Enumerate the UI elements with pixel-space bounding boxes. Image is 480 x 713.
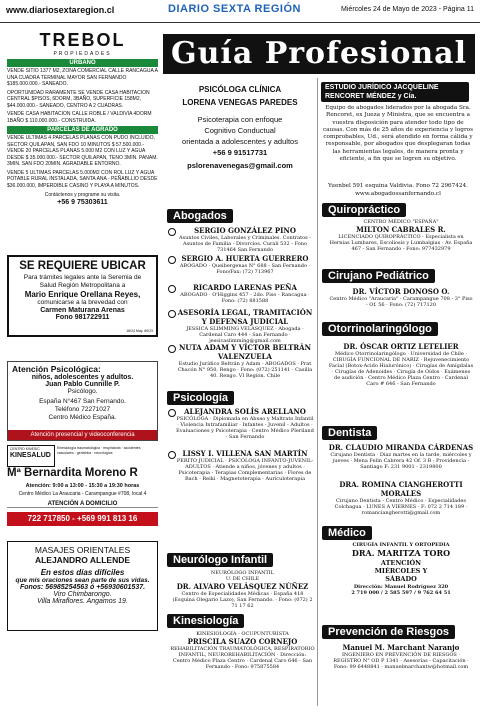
psicologo-2 xyxy=(175,449,315,482)
abogado-1-desc: Asuntos Civiles, Laborales y Criminales. Contratos - Asuntos de Familia - Divorcios. Curalí 532 - Fono 731464 San Fernando xyxy=(179,235,311,253)
ubicar-phone: Fono 981722911 xyxy=(55,314,110,321)
abogado-3 xyxy=(175,283,315,304)
section-abogados: Abogados xyxy=(167,209,233,223)
dentista-2 xyxy=(328,480,474,516)
bullet-icon xyxy=(168,345,176,353)
abogado-3-name: RICARDO LARENAS PEÑA xyxy=(193,283,297,292)
dentista-1-name: DR. CLAUDIO MIRANDA CÁRDENAS xyxy=(328,443,474,452)
section-kinesiologia: Kinesiología xyxy=(167,614,244,628)
trebol-band-urbano: URBANO xyxy=(7,59,158,67)
section-estudio-juridico: ESTUDIO JURÍDICO JACQUELINE RENCORET MÉNDEZ y Cía. xyxy=(321,82,469,102)
trebol-logo: TREBOL xyxy=(39,30,126,50)
section-otorrino: Otorrinolaringólogo xyxy=(322,322,438,336)
estudio-web[interactable]: www.abogadossanfernando.cl xyxy=(355,191,441,197)
kinesalud-ad xyxy=(7,445,158,536)
trebol-ad xyxy=(7,28,158,228)
bullet-icon xyxy=(168,310,176,318)
dentista-1 xyxy=(328,443,474,470)
masajes-ad xyxy=(7,541,158,631)
kinesiologia-name: PRISCILA SUAZO CORNEJO xyxy=(187,637,298,646)
kinesiologia-desc: REHABILITACIÓN TRAUMATOLÓGICA, RESPIRATORIO INFANTIL, NEUROREHABILITACIÓN · Dirección: Centro Médico Plaza Centro · Cardenal Caro 646 - San Fernando - Fono: 975875584 xyxy=(170,646,315,670)
quiropractico-desc: LICENCIADO QUIROPRÁCTICO · Especialista en Hernias Lumbares, Escoliosis y Lumbalgias · Av. España 467 - San Fernando - Fono: 977432979 xyxy=(329,234,473,252)
neurologo-line-2: U. DE CHILE xyxy=(225,576,260,582)
bullet-icon xyxy=(168,451,176,459)
abogado-4-desc: JESSICA SLIMMING VELÁSQUEZ · Abogada · Cardenal Caro 444 - San Fernando · jessicaslimming@gmail.com xyxy=(186,326,304,344)
riesgos-desc: INGENIERO EN PREVENCIÓN DE RIESGOS · REGISTRO N° OD P 1341 · Asesorías - Capacitación · Fono: 99 6448841 · manuelmarchantw@hotmail.com xyxy=(333,652,469,670)
medico-line-1: CIRUGÍA INFANTIL Y ORTOPEDIA xyxy=(352,542,450,548)
neurologo-desc: Centro de Especialidades Médicas · España 418 (Esquina Olegario Lazo), San Fernando. · Fono: (072) 2 71 17 62 xyxy=(172,591,313,609)
otorrino-name: DR. ÓSCAR ORTIZ LETELIER xyxy=(343,342,459,351)
trebol-text-1: VENDE SITIO 1377 M2, ZONA COMERCIAL CALLE RANCAGUA A UNA CUADRA TERMINAL MAYOR SAN FERNANDO $185.000.000.- SANEADO. xyxy=(7,68,158,87)
bullet-icon xyxy=(168,256,176,264)
neurologo-line-1: NEURÓLOGO INFANTIL xyxy=(210,570,275,576)
psicologa-line-1: Psicoterapia con enfoque xyxy=(197,115,283,124)
abogado-4-name: ASESORÍA LEGAL, TRAMITACIÓN Y DEFENSA JUDICIAL xyxy=(177,308,313,326)
section-medico: Médico xyxy=(322,526,372,540)
medico-name: DRA. MARITZA TORO xyxy=(351,548,451,558)
abogado-5-desc: Estudio Jurídico Beltrán y Adam · ABOGADOS · Prat Chacón N° 950, Rengo · Fono: (072) 251141 · Casilla 40. Rengo. VI Región. Chile xyxy=(177,361,313,379)
cirujano-entry xyxy=(328,287,474,308)
site-url[interactable]: www.diariosextaregion.cl xyxy=(6,5,115,15)
kinesalud-desc: Kinesiología traumatológica · respiratoria · accidentes vasculares · geriátrica · neurológica xyxy=(57,446,141,455)
abogado-1 xyxy=(175,226,315,253)
quiropractico-name: MILTON CABRALES R. xyxy=(356,225,446,234)
psicologo-1-desc: PSICÓLOGA · Diplomada en Abuso y Maltrato Infantil · Violencia Intrafamiliar · Infantes - Juvenil - Adultos · Evaluaciones y Psicoterapia · Centro Médico Pleriland - San Fernando xyxy=(176,416,314,440)
ubicar-title: SE REQUIERE UBICAR xyxy=(19,260,146,272)
trebol-text-3: VENDE CASA HABITACION CALLE ROBLE / VALDIVIA 4DORM 1BAÑO $ 110.000.000.- CONSTRUIDA. xyxy=(7,111,152,124)
cirujano-name: DR. VÍCTOR DONOSO O. xyxy=(352,287,450,296)
bullet-icon xyxy=(168,228,176,236)
masajes-title-1: MASAJES ORIENTALES xyxy=(34,545,131,555)
trebol-text-2: OPORTUNIDAD RARAMENTE SE VENDE CASA HABITACION CENTRAL $PISOS, 6DORM, 3BAÑO, SUPERFICIE 158M2, $44.000.000.- SANEADO, CENTRO A 2 CUADRAS. xyxy=(7,89,150,109)
psicologa-title: PSICÓLOGA CLÍNICA xyxy=(198,85,282,94)
trebol-band-parcelas: PARCELAS DE AGRADO xyxy=(7,126,158,134)
psicologa-name: LORENA VENEGAS PAREDES xyxy=(182,98,298,107)
medico-phone: 2 719 000 / 2 585 597 / 9 762 64 51 xyxy=(351,590,451,596)
estudio-phone: Yuenbel 591 esquina Valdivia. Fono 72 2967424. xyxy=(328,183,468,189)
atencion-sub: niños, adolescentes y adultos. xyxy=(31,374,134,381)
masajes-line-2: que mis oraciones sean parte de sus vidas. xyxy=(15,577,150,584)
issue-date: Miércoles 24 de Mayo de 2023 - Página 11 xyxy=(341,6,474,13)
abogado-1-name: SERGIO GONZÁLEZ PINO xyxy=(194,226,296,235)
ubicar-line-3: comunicarse a la brevedad con xyxy=(37,299,128,306)
dentista-2-name: DRA. ROMINA CIANGHEROTTI MORALES xyxy=(339,480,463,498)
ubicar-code: 18/24 May. 69/23 xyxy=(126,329,153,333)
otorrino-entry xyxy=(328,342,474,387)
dentista-1-desc: Cirujano Dentista · Diaz martes en la tarde, miércoles y jueves · Mena Felin Cabrera 42 Of. 3 B · Providencia - Santiago F: 231 9001 - 2319800 xyxy=(330,452,472,470)
abogado-4 xyxy=(175,308,315,344)
section-quiropractico: Quiropráctico xyxy=(322,203,406,217)
neurologo-entry xyxy=(170,570,315,609)
masajes-city-1: Viro Chimbarongo. xyxy=(53,591,112,598)
trebol-text-4: VENDE ULTIMAS 4 PARCELAS PLANAS CON PUDO INCLUIDO, SECTOR QUILAPAN, SAN FDO 10 MINUTOS $ 57.500.000.- VENDE 20 PARCELAS PLANAS 5.000 M2 CON LUZ Y AGUA DESDE $ 35.000.000.- SECTOR QUILAPAN, TENO 3MIN. PANAM. 3MIN. SAN FDO 20MIN. AGRADABLE ENTORNO. xyxy=(7,135,158,167)
quiropractico-entry xyxy=(328,219,474,252)
kinesalud-logo: KINESALUD xyxy=(10,452,51,459)
kinesalud-phones: 722 717850 - +569 991 813 16 xyxy=(7,512,158,526)
bullet-icon xyxy=(168,409,176,417)
kinesalud-addr: Centro Médico La Araucaria - Carampangue #708, local 4 xyxy=(18,491,147,497)
riesgos-name: Manuel M. Marchant Naranjo xyxy=(342,643,460,652)
atencion-band: Atención presencial y videoconferencia xyxy=(8,430,157,440)
medico-addr: Dirección: Manuel Rodríguez 320 xyxy=(353,584,449,590)
abogado-5-name: NUTA ADAM Y VÍCTOR BELTRÁN VALENZUELA xyxy=(178,343,312,361)
atencion-addr: España N°467 San Fernando. xyxy=(39,398,126,405)
atencion-title: Atención Psicológica: xyxy=(12,364,101,374)
abogado-2 xyxy=(175,254,315,275)
abogado-2-name: SERGIO A. HUERTA GUERRERO xyxy=(181,254,309,263)
medico-entry xyxy=(328,542,474,596)
trebol-phone: +56 9 75303611 xyxy=(57,198,108,206)
section-neurologo: Neurólogo Infantil xyxy=(167,553,273,567)
masajes-phones: Fonos: 56985254563 ó +56930601537. xyxy=(19,584,146,591)
newspaper-name: DIARIO SEXTA REGIÓN xyxy=(168,3,301,15)
quiropractico-line-1: CENTRO MÉDICO "ESPAÑA" xyxy=(363,219,439,225)
psicologa-line-3: orientada a adolescentes y adultos xyxy=(182,137,298,146)
kinesiologia-line-1: KINESIOLOGÍA - OCUPUNTURISTA xyxy=(196,631,289,637)
ubicar-line-1: Para trámites legales ante la Seremia de xyxy=(23,274,142,281)
page-header xyxy=(0,0,480,23)
cirujano-desc: Centro Médico "Araucaria" · Carampangue 708 - 3° Piso - Of. 56 · Fono: (72) 717120 xyxy=(329,296,473,308)
kinesalud-tag: CENTRO KINESIC xyxy=(10,447,40,451)
column-divider xyxy=(317,78,318,706)
riesgos-entry xyxy=(328,643,474,670)
bullet-icon xyxy=(168,285,176,293)
ubicar-name-1: Mario Enrique Orellana Reyes, xyxy=(24,290,141,299)
psicologo-1 xyxy=(175,407,315,440)
psicologa-ad xyxy=(165,80,315,202)
section-dentista: Dentista xyxy=(322,426,377,440)
section-psicologia: Psicología xyxy=(167,391,234,405)
atencion-center: Centro Médico España. xyxy=(48,414,117,421)
psicologa-line-2: Cognitivo Conductual xyxy=(204,126,276,135)
medico-att: ATENCIÓN MIÉRCOLES Y SÁBADO xyxy=(374,559,428,583)
abogado-3-desc: ABOGADO · O'Higgins 457 - 2do. Piso - Rancagua · Fono: (72) 881588 xyxy=(180,292,310,304)
dentista-2-desc: Cirujano Dentista - Centro Médico · Especialidades Colchagua · LUNES A VIERNES · F: 072 2 714 189 · romanciangherotti@gmail.com xyxy=(334,498,468,516)
ubicar-notice xyxy=(7,255,158,337)
ubicar-name-2: Carmen Maturana Arenas xyxy=(40,307,125,314)
guia-profesional-banner: Guía Profesional xyxy=(163,34,475,74)
neurologo-name: DR. ALVARO VELÁSQUEZ NÚÑEZ xyxy=(176,582,309,591)
trebol-text-5: VENDE 5 ULTIMAS PARCELAS 5.000M2 CON ROL LUZ Y AGUA POTABLE RURAL INSTALADA, SANTA ANA - PEÑABLLIO DESDE $36.000.000, IMPERDIBLE CASINO Y PLAYA A MINUTOS. xyxy=(7,169,158,189)
section-prevencion-riesgos: Prevención de Riesgos xyxy=(322,625,455,639)
atencion-role: Psicólogo. xyxy=(67,388,98,395)
masajes-line-1: En estos días difíciles xyxy=(40,568,125,577)
kinesiologia-entry xyxy=(170,631,315,670)
masajes-title-2: ALEJANDRO ALLENDE xyxy=(34,555,131,565)
atencion-ad xyxy=(7,361,158,441)
abogado-2-desc: ABOGADO · Queibergenas N° 688 - San Fernando · Fono/Fax: (72) 713967 xyxy=(179,263,311,275)
masajes-city-2: Villa Miraflores. Angamos 19. xyxy=(37,598,128,605)
trebol-logo-sub: PROPIEDADES xyxy=(53,51,112,57)
kinesalud-name: Mª Bernardita Moreno R xyxy=(7,467,138,479)
kinesalud-band: ATENCIÓN A DOMICILIO xyxy=(7,501,158,508)
psicologa-email[interactable]: pslorenavenegas@gmail.com xyxy=(187,161,293,170)
ubicar-line-2: Salud Región Metropolitana a xyxy=(39,282,126,289)
estudio-text: Equipo de abogados liderados por la abogada Sra. Rencoret, ex Jueza y Ministra, que se encuentra a vuestra disposición para atender todo tipo de causas. Con más de 25 años de experiencia y logros comprobables, Ud., será atendido en forma cálida y responsable, por abogados que desplegaran todas las herramientas legales, de manera pronta y eficiente, a fin que se logren su objetivo. xyxy=(322,105,474,163)
atencion-tel: Teléfono 72271027 xyxy=(54,406,111,413)
psicologa-phone: +56 9 91517731 xyxy=(212,148,268,157)
abogado-5 xyxy=(175,343,315,379)
psicologo-2-desc: PERITO JUDICIAL · PSICÓLOGA INFANTO-JUVENIL-ADULTOS · Atiende a niños, jóvenes y adultos · Psicoterapia - Terapias Complementarias · Flores de Bach · Reiki · Magnetoterapia · Auriculoterapia xyxy=(176,458,314,482)
section-cirujano-pediatrico: Cirujano Pediátrico xyxy=(322,269,435,283)
otorrino-desc: Médico Otorrinolaringólogo · Universidad de Chile · CIRUGÍA FUNCIONAL DE NARIZ · Rejuvenecimiento Facial (Botox-Acido Hialurónico) · Cirugías de Amígdalas · Cirugías de Adenoides · Cirugía de Oídos · Exámenes de audición · Centro Médico Plaza Centro · Cardenal Caro # 646 - San Fernando xyxy=(328,351,474,387)
psicologo-1-name: ALEJANDRA SOLÍS ARELLANO xyxy=(184,407,306,416)
atencion-name: Juan Pablo Cunnille P. xyxy=(45,381,120,388)
trebol-contact: Contáctenos y programe su visita. xyxy=(44,192,121,198)
psicologo-2-name: LISSY I. VILLENA SAN MARTÍN xyxy=(182,449,308,458)
kinesalud-hours: Atención: 9:00 a 13:00 - 15:30 a 19:30 horas xyxy=(25,483,140,489)
